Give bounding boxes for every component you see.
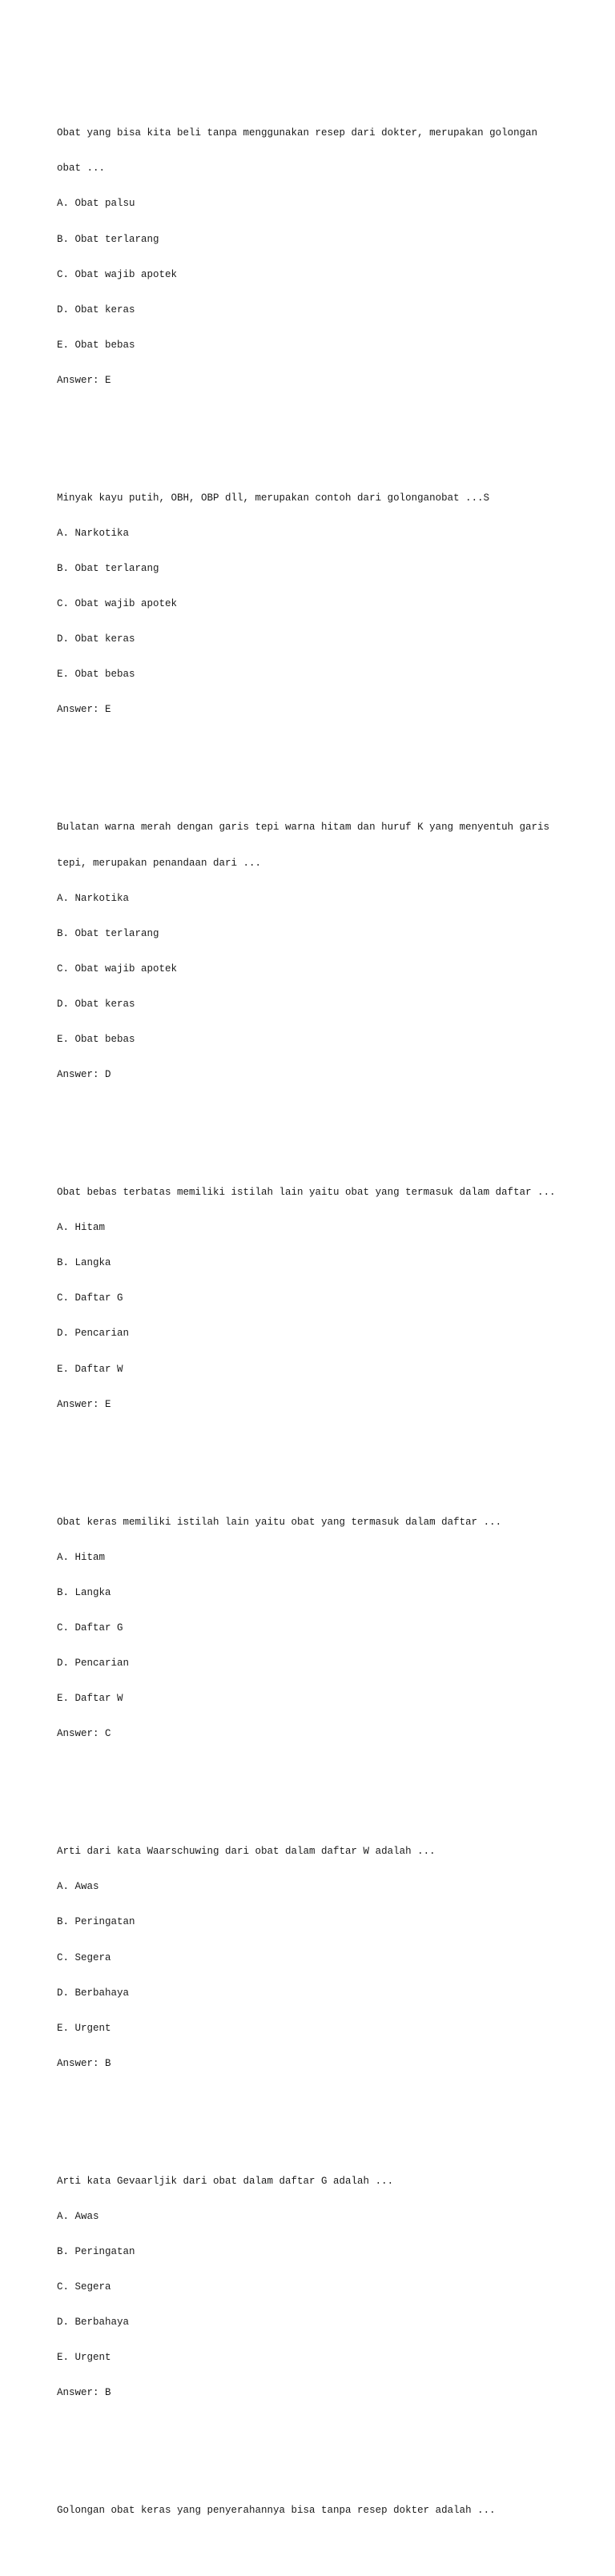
option-e: E. Obat bebas	[57, 669, 135, 681]
question-stem-line: Minyak kayu putih, OBH, OBP dll, merupakan contoh dari golonganobat ...S	[57, 492, 490, 504]
question-stem-line: obat ...	[57, 163, 106, 175]
question-1	[57, 104, 585, 410]
option-c: C. Obat wajib apotek	[57, 598, 178, 610]
question-stem-line: tepi, merupakan penandaan dari ...	[57, 857, 262, 869]
option-c: C. Obat wajib apotek	[57, 962, 178, 975]
question-6	[57, 1822, 585, 2093]
question-stem-line: Arti kata Gevaarljik dari obat dalam daftar G adalah ...	[57, 2175, 394, 2187]
option-d: D. Pencarian	[57, 1658, 130, 1670]
option-a: A. Awas	[57, 2210, 99, 2222]
option-c: C. Segera	[57, 1951, 111, 1963]
question-3	[57, 798, 585, 1104]
option-b: B. Obat terlarang	[57, 563, 159, 575]
question-2	[57, 468, 585, 739]
option-e: E. Urgent	[57, 2352, 111, 2364]
option-a: A. Hitam	[57, 1551, 106, 1563]
option-c: C. Obat wajib apotek	[57, 268, 178, 280]
option-e: E. Daftar W	[57, 1363, 123, 1375]
document-page	[57, 57, 585, 2576]
answer-line: Answer: D	[57, 1069, 111, 1081]
option-e: E. Obat bebas	[57, 1034, 135, 1045]
option-d: D. Berbahaya	[57, 1987, 130, 1999]
option-c: C. Daftar G	[57, 1622, 123, 1634]
option-b: B. Obat terlarang	[57, 927, 159, 939]
question-stem-line: Golongan obat keras yang penyerahannya bisa tanpa resep dokter adalah ...	[57, 2505, 496, 2517]
answer-line: Answer: B	[57, 2387, 111, 2399]
option-d: D. Obat keras	[57, 998, 135, 1010]
option-d: D. Pencarian	[57, 1328, 130, 1340]
question-stem-line: Obat bebas terbatas memiliki istilah lain yaitu obat yang termasuk dalam daftar ...	[57, 1187, 556, 1199]
question-5	[57, 1493, 585, 1763]
answer-line: Answer: B	[57, 2057, 111, 2069]
question-7	[57, 2152, 585, 2422]
option-b: B. Obat terlarang	[57, 233, 159, 245]
question-stem-line: Bulatan warna merah dengan garis tepi warna hitam dan huruf K yang menyentuh garis	[57, 822, 550, 834]
option-c: C. Segera	[57, 2281, 111, 2293]
option-b: B. Peringatan	[57, 1916, 135, 1928]
option-d: D. Obat keras	[57, 303, 135, 315]
option-d: D. Obat keras	[57, 633, 135, 645]
option-b: B. Peringatan	[57, 2245, 135, 2257]
answer-line: Answer: C	[57, 1728, 111, 1740]
option-e: E. Daftar W	[57, 1693, 123, 1705]
answer-line: Answer: E	[57, 1398, 111, 1410]
answer-line: Answer: E	[57, 374, 111, 386]
option-a: A. Narkotika	[57, 892, 130, 904]
option-a: A. Narkotika	[57, 527, 130, 539]
option-c: C. Daftar G	[57, 1292, 123, 1304]
question-8	[57, 2482, 585, 2541]
option-e: E. Obat bebas	[57, 339, 135, 351]
question-stem-line: Obat keras memiliki istilah lain yaitu obat yang termasuk dalam daftar ...	[57, 1516, 502, 1528]
option-d: D. Berbahaya	[57, 2317, 130, 2329]
option-b: B. Langka	[57, 1586, 111, 1598]
answer-line: Answer: E	[57, 704, 111, 716]
option-b: B. Langka	[57, 1257, 111, 1269]
option-a: A. Obat palsu	[57, 198, 135, 210]
option-e: E. Urgent	[57, 2022, 111, 2034]
question-stem-line: Obat yang bisa kita beli tanpa menggunakan resep dari dokter, merupakan golongan	[57, 127, 538, 139]
option-a: A. Hitam	[57, 1222, 106, 1234]
question-stem-line: Arti dari kata Waarschuwing dari obat dalam daftar W adalah ...	[57, 1846, 436, 1858]
option-a: A. Awas	[57, 1881, 99, 1893]
question-4	[57, 1163, 585, 1434]
